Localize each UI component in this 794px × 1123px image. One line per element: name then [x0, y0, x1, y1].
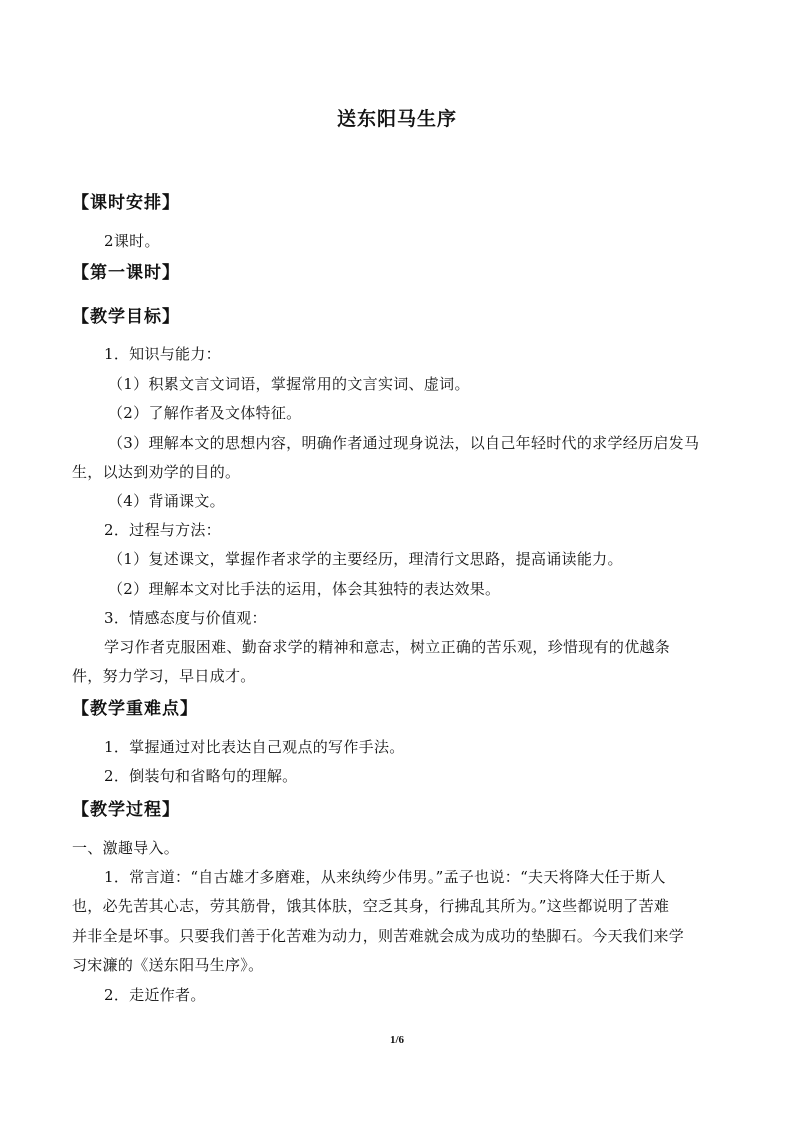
- paragraph-line: 学习作者克服困难、勤奋求学的精神和意志，树立正确的苦乐观，珍惜现有的优越条: [104, 638, 671, 656]
- paragraph-line: 1．知识与能力：: [104, 345, 221, 363]
- paragraph-line: 1．常言道：“自古雄才多磨难，从来纨绔少伟男。”孟子也说：“夫天将降大任于斯人: [104, 868, 666, 886]
- paragraph-line: （2）了解作者及文体特征。: [108, 404, 302, 422]
- paragraph-line: （2）理解本文对比手法的运用，体会其独特的表达效果。: [108, 580, 501, 598]
- paragraph-line: 3．情感态度与价值观：: [104, 609, 267, 627]
- paragraph-line: 习宋濂的《送东阳马生序》。: [72, 956, 264, 974]
- section-heading-first-lesson: 【第一课时】: [72, 263, 180, 283]
- paragraph-line: （4）背诵课文。: [108, 492, 225, 510]
- page-number: 1/6: [389, 1034, 405, 1046]
- page-title: 送东阳马生序: [336, 108, 457, 130]
- paragraph-line: 也，必先苦其心志，劳其筋骨，饿其体肤，空乏其身，行拂乱其所为。”这些都说明了苦难: [72, 897, 670, 915]
- section-heading-key-points: 【教学重难点】: [72, 699, 198, 719]
- paragraph-line: 件，努力学习，早日成才。: [72, 667, 256, 685]
- paragraph-line: （1）复述课文，掌握作者求学的主要经历，理清行文思路，提高诵读能力。: [108, 550, 623, 568]
- section-heading-schedule: 【课时安排】: [72, 193, 180, 213]
- paragraph-line: 2课时。: [104, 232, 160, 250]
- paragraph-line: 生，以达到劝学的目的。: [72, 463, 241, 481]
- paragraph-line: 2．走近作者。: [104, 986, 206, 1004]
- section-heading-goals: 【教学目标】: [72, 307, 180, 327]
- paragraph-line: 一、激趣导入。: [72, 839, 180, 857]
- paragraph-line: （1）积累文言文词语，掌握常用的文言实词、虚词。: [108, 375, 470, 393]
- paragraph-line: 2．过程与方法：: [104, 521, 221, 539]
- paragraph-line: （3）理解本文的思想内容，明确作者通过现身说法，以自己年轻时代的求学经历启发马: [108, 434, 700, 452]
- paragraph-line: 并非全是坏事。只要我们善于化苦难为动力，则苦难就会成为成功的垫脚石。今天我们来学: [72, 927, 685, 945]
- paragraph-line: 2．倒装句和省略句的理解。: [104, 767, 298, 785]
- paragraph-line: 1．掌握通过对比表达自己观点的写作手法。: [104, 738, 405, 756]
- section-heading-process: 【教学过程】: [72, 800, 180, 820]
